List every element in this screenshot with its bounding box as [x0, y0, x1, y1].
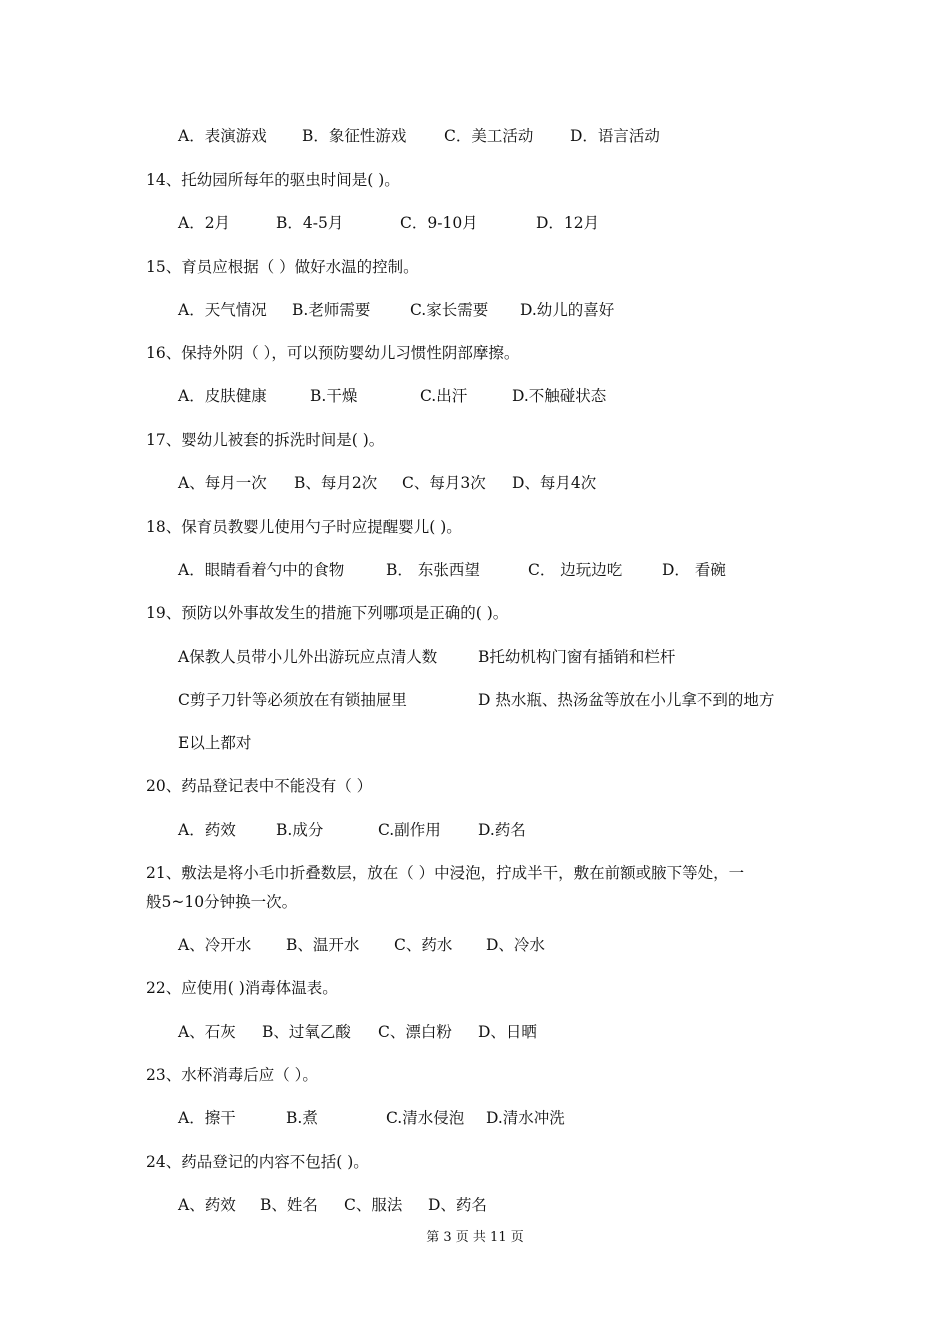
q13-option-c: C．美工活动	[444, 127, 534, 145]
q18-option-d: D． 看碗	[662, 561, 726, 579]
q23-option-b: B.煮	[286, 1109, 318, 1127]
q24-option-c: C、服法	[344, 1196, 403, 1214]
q14-option-c: C．9-10月	[400, 214, 478, 232]
q24-question: 24、药品登记的内容不包括( )。	[146, 1153, 369, 1171]
q21-question: 21、敷法是将小毛巾折叠数层，放在（ ）中浸泡，拧成半干，敷在前额或腋下等处，一	[146, 864, 745, 882]
q24-option-d: D、药名	[428, 1196, 487, 1214]
q19-option-c: C剪子刀针等必须放在有锁抽屉里	[178, 691, 407, 709]
q14-option-a: A．2月	[178, 214, 231, 232]
q20-option-a: A．药效	[178, 821, 236, 839]
q13-option-d: D．语言活动	[570, 127, 660, 145]
q24-option-b: B、姓名	[260, 1196, 318, 1214]
q15-option-c: C.家长需要	[410, 301, 489, 319]
q16-question: 16、保持外阴（ ），可以预防婴幼儿习惯性阴部摩擦。	[146, 344, 520, 362]
q15-question: 15、育员应根据（ ）做好水温的控制。	[146, 258, 419, 276]
q19-option-b: B托幼机构门窗有插销和栏杆	[478, 648, 676, 666]
q13-option-a: A．表演游戏	[178, 127, 267, 145]
q13-option-b: B．象征性游戏	[302, 127, 407, 145]
q23-option-a: A．擦干	[178, 1109, 236, 1127]
q20-option-d: D.药名	[478, 821, 526, 839]
q19-question: 19、预防以外事故发生的措施下列哪项是正确的( )。	[146, 604, 509, 622]
q16-option-b: B.干燥	[310, 387, 358, 405]
q17-option-a: A、每月一次	[178, 474, 267, 492]
q21-option-b: B、温开水	[286, 936, 360, 954]
q18-option-a: A．眼睛看着勺中的食物	[178, 561, 345, 579]
q17-question: 17、婴幼儿被套的拆洗时间是( )。	[146, 431, 385, 449]
q23-option-c: C.清水侵泡	[386, 1109, 465, 1127]
q23-option-d: D.清水冲洗	[486, 1109, 565, 1127]
q19-option-e: E以上都对	[178, 734, 252, 752]
q17-option-b: B、每月2次	[294, 474, 378, 492]
q22-option-d: D、日晒	[478, 1023, 537, 1041]
q17-option-d: D、每月4次	[512, 474, 597, 492]
q21-option-a: A、冷开水	[178, 936, 252, 954]
q22-question: 22、应使用( )消毒体温表。	[146, 979, 338, 997]
q14-option-b: B．4-5月	[276, 214, 344, 232]
q20-question: 20、药品登记表中不能没有（ ）	[146, 777, 373, 795]
q23-question: 23、水杯消毒后应（ ）。	[146, 1066, 318, 1084]
q18-option-b: B． 东张西望	[386, 561, 480, 579]
q20-option-b: B.成分	[276, 821, 324, 839]
q18-question: 18、保育员教婴儿使用勺子时应提醒婴儿( )。	[146, 518, 462, 536]
q16-option-d: D.不触碰状态	[512, 387, 607, 405]
q21-option-c: C、药水	[394, 936, 453, 954]
q16-option-c: C.出汗	[420, 387, 468, 405]
q21-option-d: D、冷水	[486, 936, 545, 954]
q15-option-b: B.老师需要	[292, 301, 371, 319]
q18-option-c: C． 边玩边吃	[528, 561, 623, 579]
q22-option-c: C、漂白粉	[378, 1023, 452, 1041]
q17-option-c: C、每月3次	[402, 474, 486, 492]
q16-option-a: A．皮肤健康	[178, 387, 267, 405]
page-footer: 第 3 页 共 11 页	[426, 1230, 524, 1245]
q19-option-a: A保教人员带小儿外出游玩应点清人数	[178, 648, 438, 666]
q15-option-d: D.幼儿的喜好	[520, 301, 615, 319]
q19-option-d: D 热水瓶、热汤盆等放在小儿拿不到的地方	[478, 691, 775, 709]
q24-option-a: A、药效	[178, 1196, 236, 1214]
q20-option-c: C.副作用	[378, 821, 441, 839]
q22-option-b: B、过氧乙酸	[262, 1023, 351, 1041]
q22-option-a: A、石灰	[178, 1023, 236, 1041]
q15-option-a: A．天气情况	[178, 301, 267, 319]
q14-question: 14、托幼园所每年的驱虫时间是( )。	[146, 171, 400, 189]
q14-option-d: D．12月	[536, 214, 600, 232]
q21-question-continued: 般5~10分钟换一次。	[146, 893, 298, 911]
